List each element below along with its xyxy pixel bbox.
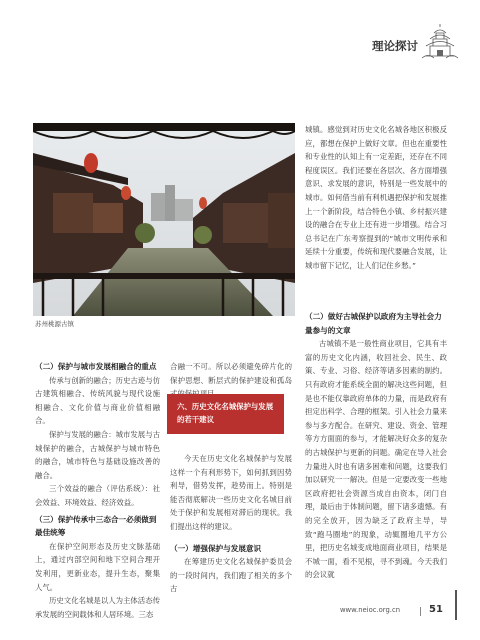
- paragraph: 城镇。感觉到对历史文化名城各地区积极反应，都想在保护上做好文章。但也在重要性和专业性的认知上有一定差距，还存在不同程度误区。我们还要在各层次、各方面增强意识、求发展的意识，特别是一些发展中的城市。如何借当前有利机遇把保护和发展推上一个新阶段，结合特色小镇、乡村振兴建设的融合在专业上还有进一步增强。结合习总书记在广东考察提到的“城市文明传承和延续十分重要，传统和现代要融合发展，让城市留下记忆，让人们记住乡愁。”: [305, 125, 447, 270]
- page-number: 51: [429, 604, 443, 615]
- middle-column-bottom: [170, 452, 292, 596]
- paragraph: 古城镇不是一般性商业项目，它具有丰富的历史文化内涵，收回社会、民生、政策、专业、习俗、经济等诸多因素的制约。只有政府才能系统全面的解决这些问题，但是也不能仅靠政府单体的力量，而是政府有担定出科学、合理的框架。引入社会力量来参与多方配合。在研究、建设、资金、管理等方方面面的参与，才能解决好众多的复杂的古城保护与更新的问题。确定在导入社会力量进入时也有诸多困难和问题，这要我们加以研究一一解决。但是一定要改变一些地区政府把社会资源当成自由资本，闭门自理，最后由于体制问题，留下诸多遗憾。有的完全放开，因为缺乏了政府主导，导致“跑马圈地”的现象，动辄圈地几平方公里，把历史名城变成地面商业项目，结果是不城一面，看不见根，寻不到魂。今天我们的会议就: [305, 339, 447, 580]
- left-column: [35, 360, 160, 621]
- footer-rule: [455, 590, 457, 620]
- paragraph: 在保护空间形态及历史文脉基础上，通过内部空间和地下空间合理开发利用，更新业态，提升生态，聚集人气。: [35, 541, 160, 592]
- paragraph: 三个效益的融合（评估系统）：社会效益、环境效益、经济效益。: [35, 484, 160, 507]
- photo-caption: 苏州桃源古镇: [35, 320, 74, 328]
- right-column-top: [305, 123, 447, 273]
- section-heading: （一）增强保护与发展意识: [170, 543, 262, 553]
- section-title: 理论探讨: [372, 39, 418, 53]
- section-heading: （二）保护与城市发展相融合的重点: [35, 362, 157, 371]
- right-column-bottom: [305, 310, 447, 582]
- footer-url: www.neioc.org.cn: [340, 606, 401, 614]
- paragraph: 保护与发展的融合：城市发展与古城保护的融合，古城保护与城市特色的融合，城市特色与基础设施改善的融合。: [35, 429, 160, 480]
- footer-divider: [420, 607, 421, 616]
- pagoda-illustration-icon: [420, 22, 460, 62]
- paragraph: 传承与创新的融合；历史古迹与仿古建筑相融合、传统风貌与现代设施相融合、文化价值与商业价值相融合。: [35, 375, 160, 426]
- paragraph: 在筹建历史文化名城保护委员会的一段时间内，我们跑了相关的多个古: [170, 557, 292, 594]
- old-town-photo: [33, 123, 295, 316]
- section-heading: （二）做好古城保护以政府为主导社会力量参与的文章: [305, 312, 442, 335]
- paragraph: 今天在历史文化名城保护与发展这样一个有利形势下，如何抓到因势利导，借势发挥，趁势而上。特别是能否彻底解决一些历史文化名城目前处于保护和发展相对滞后的现状。我们提出这样的建议。: [170, 454, 292, 531]
- section-heading: （三）保护传承中三态合一必须做到最佳统筹: [35, 514, 157, 538]
- paragraph: 历史文化名城是以人为主体活态传承发展的空间载体和人居环境。三态: [35, 596, 160, 619]
- section-banner: 六、历史文化名城保护与发展的若干建议: [167, 394, 284, 434]
- paragraph: 合融一不可。所以必须避免碎片化的保护思想、断层式的保护建设和孤岛: [170, 362, 292, 385]
